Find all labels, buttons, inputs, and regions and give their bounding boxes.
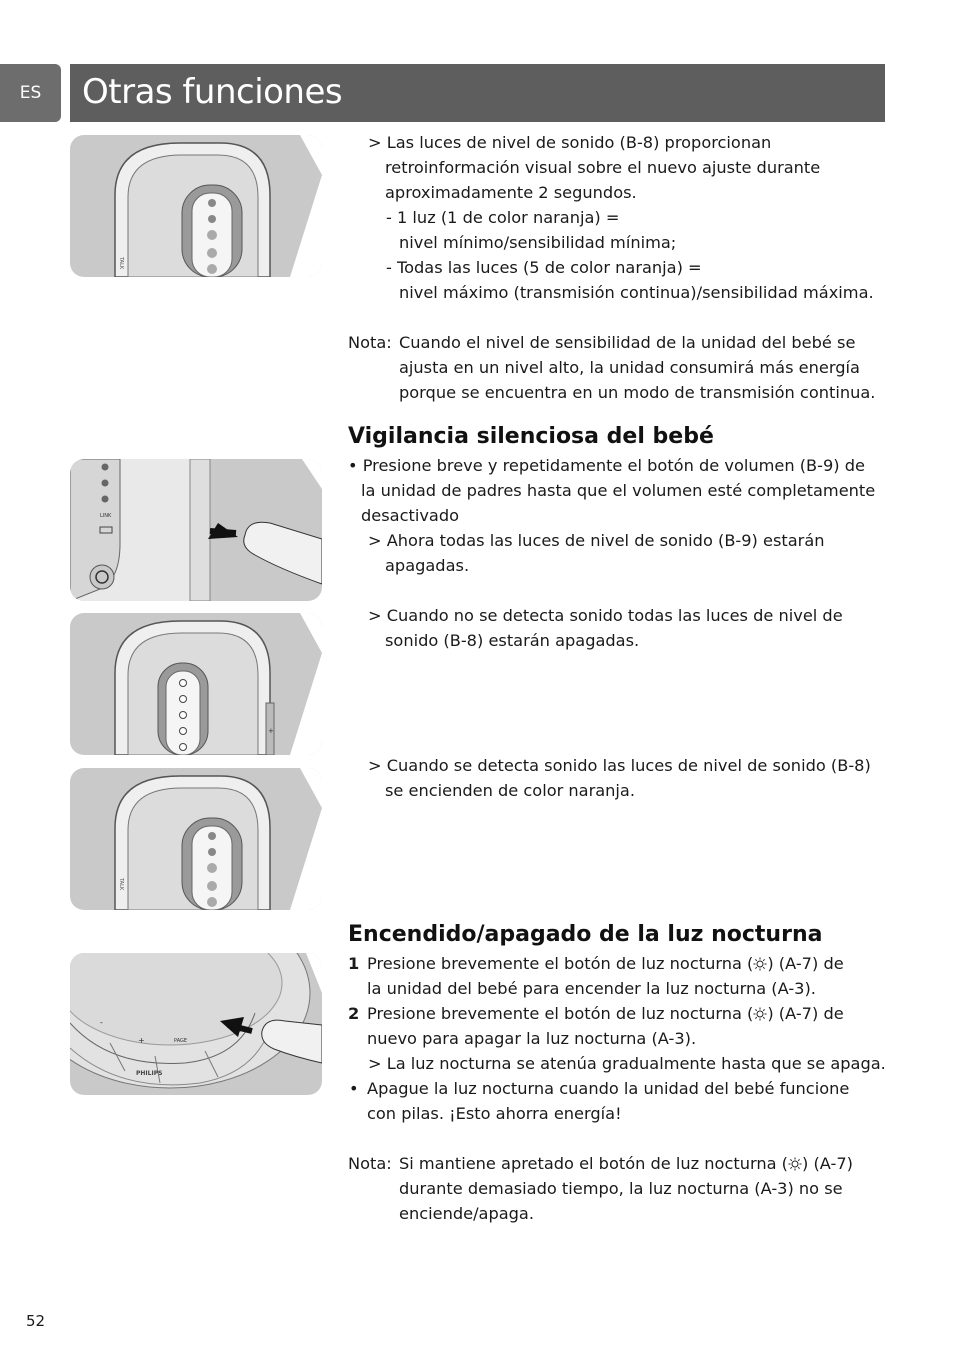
step-2-line-1: Presione brevemente el botón de luz nocturna ( ) (A-7) de xyxy=(367,1004,844,1023)
parent-unit-volume-image xyxy=(70,459,322,601)
s2-bullet-line-2: la unidad de padres hasta que el volumen esté completamente xyxy=(361,481,876,500)
s3-note-line-2: durante demasiado tiempo, la luz nocturna (A-3) no se xyxy=(399,1179,843,1198)
link-label: LINK xyxy=(100,513,112,519)
step-2-line-2: nuevo para apagar la luz nocturna (A-3). xyxy=(367,1029,697,1048)
s3-bullet-line-2: con pilas. ¡Esto ahorra energía! xyxy=(367,1104,622,1123)
s2-result2-line-1: > Cuando no se detecta sonido todas las luces de nivel de xyxy=(368,606,843,625)
brand-label: PHILIPS xyxy=(136,1070,163,1077)
page-title: Otras funciones xyxy=(82,72,343,112)
s1-line-2: retroinformación visual sobre el nuevo ajuste durante xyxy=(385,158,821,177)
baby-unit-lights-off-image xyxy=(70,613,322,755)
s1-note-label: Nota: xyxy=(348,333,392,352)
step-1-number: 1 xyxy=(348,954,360,973)
baby-unit-lights-on-image xyxy=(70,768,322,910)
plus-label: + xyxy=(268,727,274,735)
s1-note-line-1: Cuando el nivel de sensibilidad de la unidad del bebé se xyxy=(399,333,856,352)
page-number: 52 xyxy=(26,1312,46,1330)
s2-bullet-line-3: desactivado xyxy=(361,506,460,525)
talk-label: TALK xyxy=(118,257,124,270)
step-1-line-1: Presione brevemente el botón de luz nocturna ( ) (A-7) de xyxy=(367,954,844,973)
s1-line-4: - 1 luz (1 de color naranja) = xyxy=(386,208,620,227)
s2-bullet-line-1: • Presione breve y repetidamente el botón de volumen (B-9) de xyxy=(348,456,865,475)
talk-label-2: TALK xyxy=(118,878,124,891)
s3-bullet-mark: • xyxy=(349,1079,359,1098)
night-light-icon xyxy=(753,1007,767,1021)
step-2-number: 2 xyxy=(348,1004,360,1023)
language-tab: ES xyxy=(0,64,61,122)
night-light-icon xyxy=(753,957,767,971)
s1-note-line-2: ajusta en un nivel alto, la unidad consumirá más energía xyxy=(399,358,860,377)
s1-line-7: nivel máximo (transmisión continua)/sensibilidad máxima. xyxy=(399,283,874,302)
section-heading-silent: Vigilancia silenciosa del bebé xyxy=(348,424,714,449)
night-light-icon xyxy=(788,1157,802,1171)
plus-label-2: + xyxy=(138,1036,145,1045)
step-2-result: > La luz nocturna se atenúa gradualmente hasta que se apaga. xyxy=(368,1054,886,1073)
s1-line-1: > Las luces de nivel de sonido (B-8) proporcionan xyxy=(368,133,772,152)
baby-unit-lights-image xyxy=(70,135,322,277)
s1-line-5: nivel mínimo/sensibilidad mínima; xyxy=(399,233,677,252)
section-heading-night-light: Encendido/apagado de la luz nocturna xyxy=(348,922,823,947)
s2-result3-line-1: > Cuando se detecta sonido las luces de nivel de sonido (B-8) xyxy=(368,756,871,775)
s2-result1-line-2: apagadas. xyxy=(385,556,470,575)
s2-result2-line-2: sonido (B-8) estarán apagadas. xyxy=(385,631,640,650)
s1-line-6: - Todas las luces (5 de color naranja) = xyxy=(386,258,702,277)
page-label: PAGE xyxy=(174,1038,188,1044)
s1-note-line-3: porque se encuentra en un modo de transmisión continua. xyxy=(399,383,876,402)
s3-note-line-1: Si mantiene apretado el botón de luz nocturna ( ) (A-7) xyxy=(399,1154,853,1173)
night-light-button-image xyxy=(70,953,322,1095)
step-1-line-2: la unidad del bebé para encender la luz nocturna (A-3). xyxy=(367,979,816,998)
s3-note-label: Nota: xyxy=(348,1154,392,1173)
s1-line-3: aproximadamente 2 segundos. xyxy=(385,183,637,202)
minus-label: - xyxy=(100,1018,103,1027)
s2-result3-line-2: se encienden de color naranja. xyxy=(385,781,635,800)
s3-note-line-3: enciende/apaga. xyxy=(399,1204,534,1223)
s3-bullet-line-1: Apague la luz nocturna cuando la unidad del bebé funcione xyxy=(367,1079,850,1098)
title-bar xyxy=(70,64,885,122)
s2-result1-line-1: > Ahora todas las luces de nivel de sonido (B-9) estarán xyxy=(368,531,825,550)
